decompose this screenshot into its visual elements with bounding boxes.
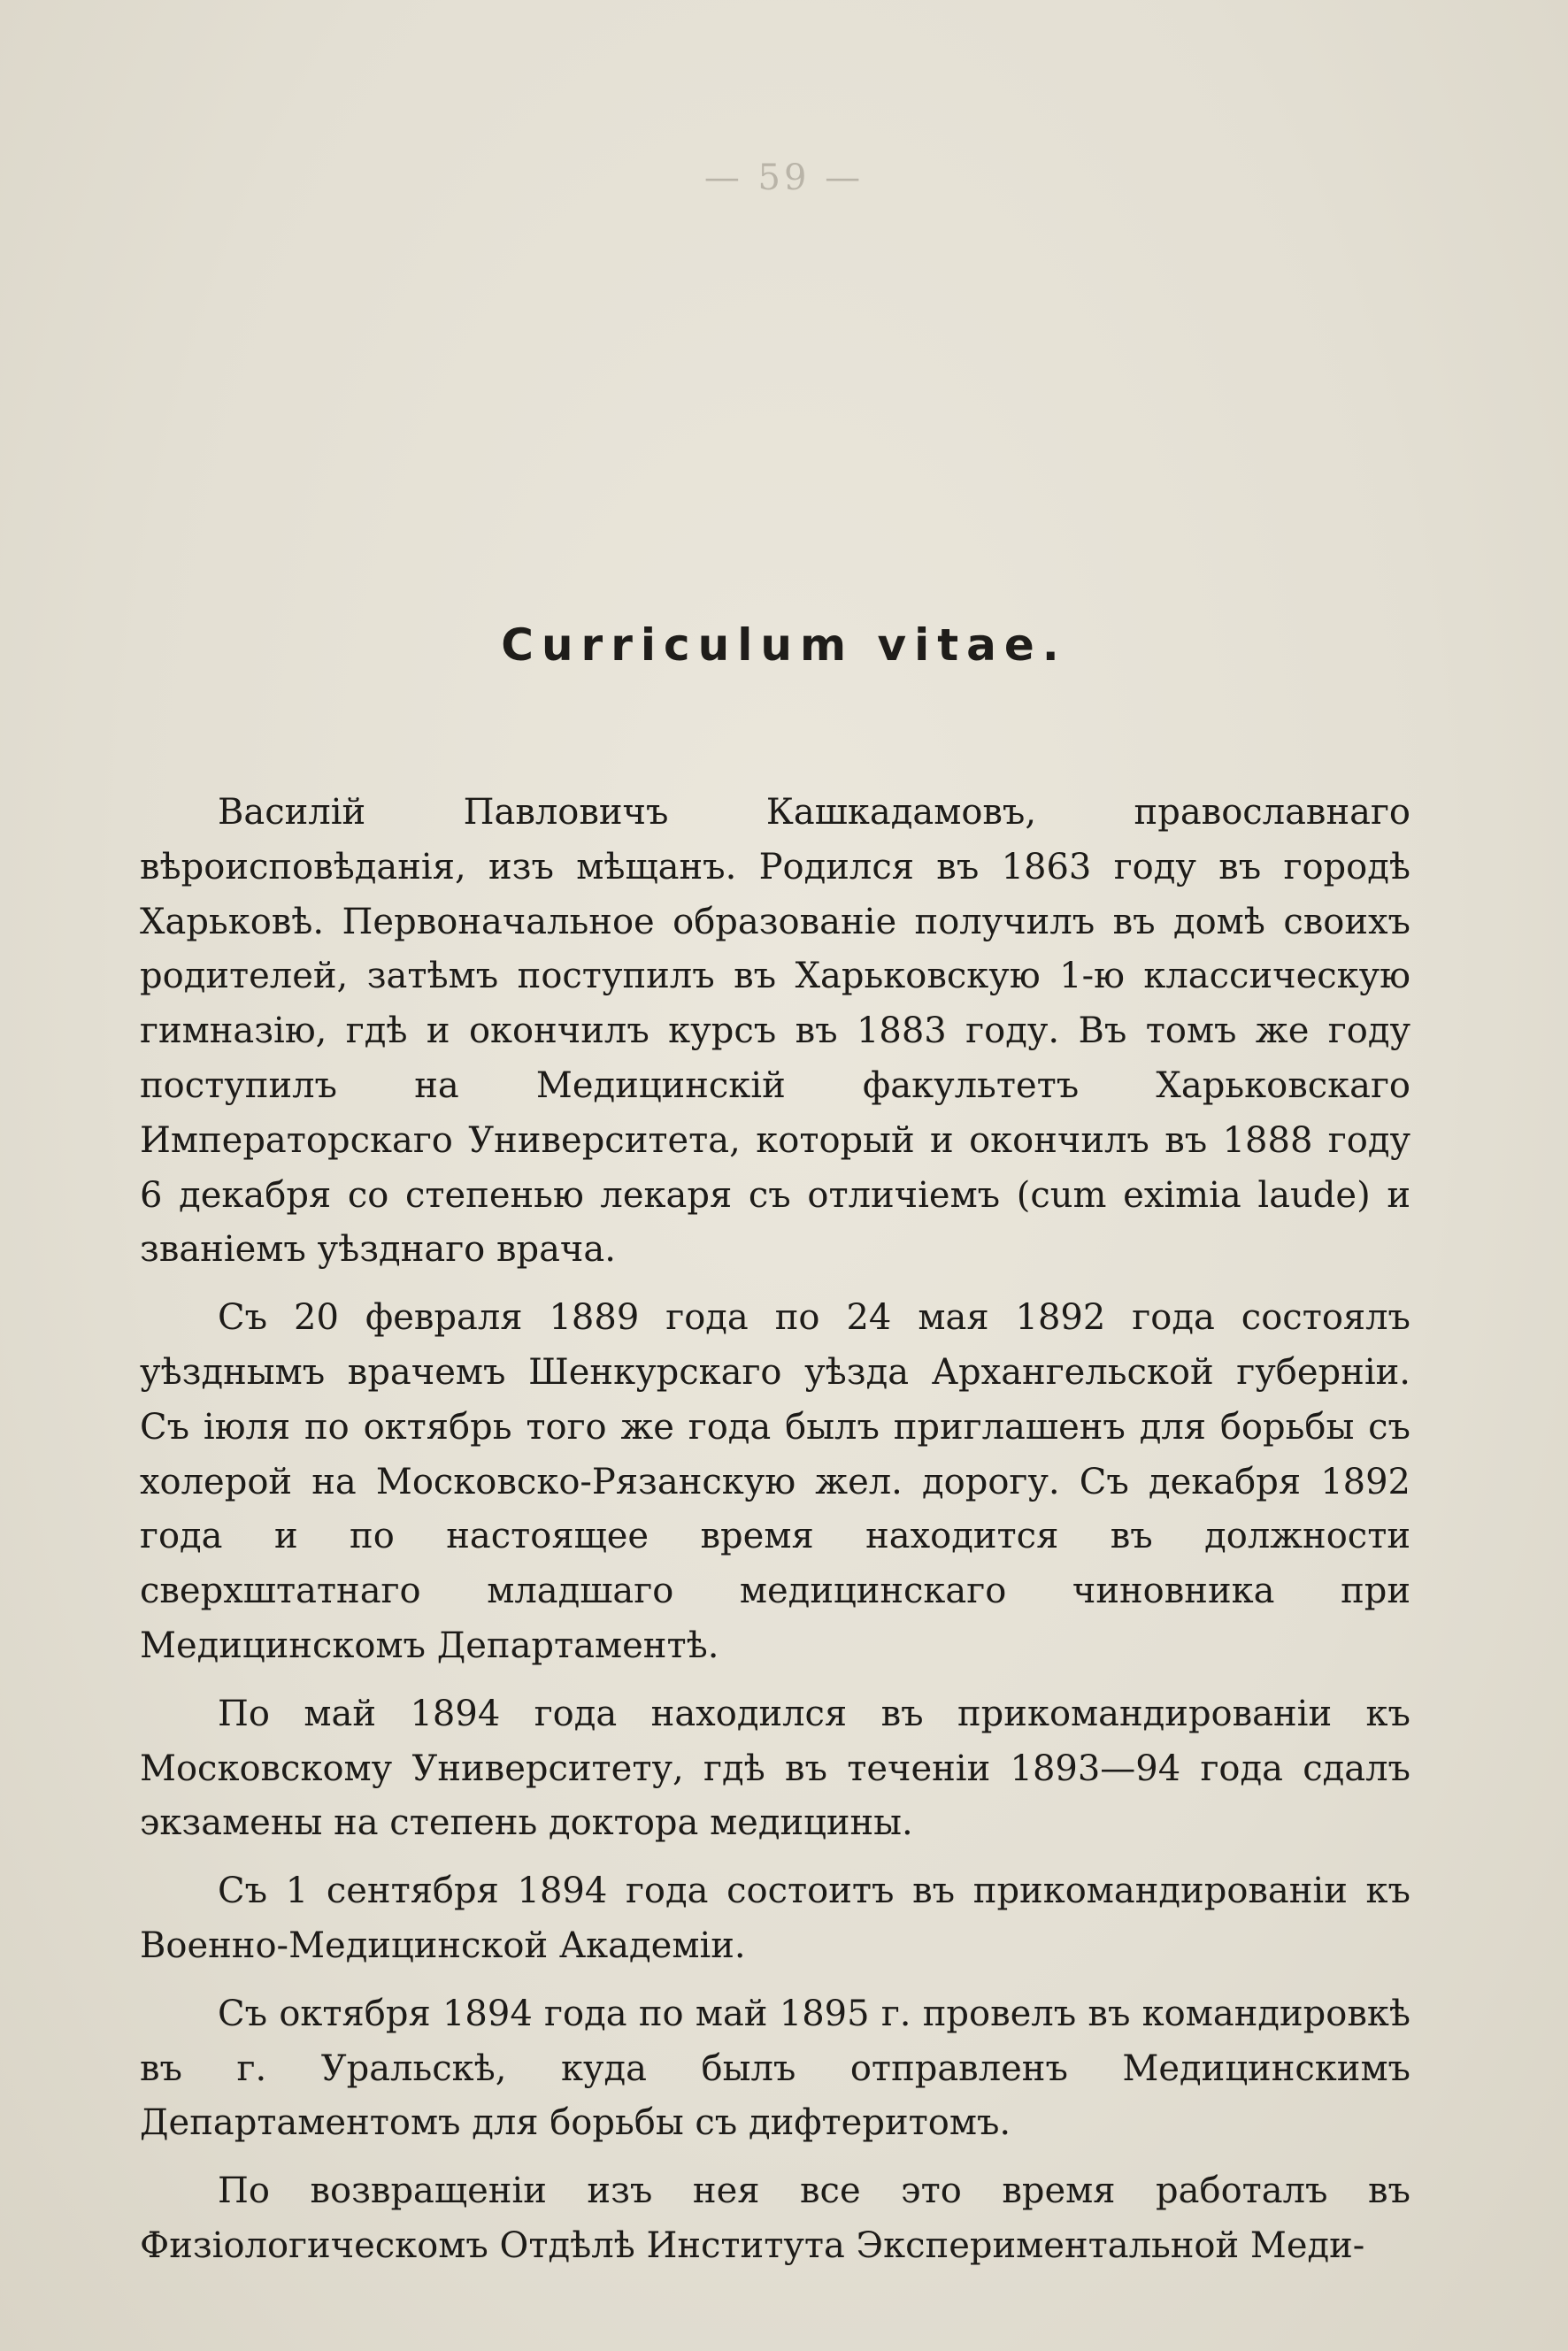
paragraph: По возвращеніи изъ нея все это время работалъ въ Физіологическомъ Отдѣлѣ Института Экспериментальной Меди-: [140, 2170, 1410, 2266]
paragraph: Василій Павловичъ Кашкадамовъ, православнаго вѣроисповѣданія, изъ мѣщанъ. Родился въ 1863 году въ городѣ Харьковѣ. Первоначальное образованіе получилъ въ домѣ своихъ родителей, затѣмъ поступилъ въ Харьковскую 1-ю классическую гимназію, гдѣ и окончилъ курсъ въ 1883 году. Въ томъ же году поступилъ на Медицинскій факультетъ Харьковскаго Императорскаго Университета, который и окончилъ въ 1888 году 6 декабря со степенью лекаря съ отличіемъ (cum eximia laude) и званіемъ уѣзднаго врача.: [140, 792, 1410, 1271]
paragraph: По май 1894 года находился въ прикомандированіи къ Московскому Университету, гдѣ въ теченіи 1893—94 года сдалъ экзамены на степень доктора медицины.: [140, 1693, 1410, 1844]
page-number: — 59 —: [703, 158, 865, 198]
paragraph: Съ 20 февраля 1889 года по 24 мая 1892 года состоялъ уѣзднымъ врачемъ Шенкурскаго уѣзда Архангельской губерніи. Съ іюля по октябрь того же года былъ приглашенъ для борьбы съ холерой на Московско-Рязанскую жел. дорогу. Съ декабря 1892 года и по настоящее время находится въ должности сверхштатнаго младшаго медицинскаго чиновника при Медицинскомъ Департаментѣ.: [140, 1297, 1410, 1666]
paragraph: Съ 1 сентября 1894 года состоитъ въ прикомандированіи къ Военно-Медицинской Академіи.: [140, 1871, 1410, 1966]
body-text: [140, 786, 1410, 2287]
paragraph: Съ октября 1894 года по май 1895 г. провелъ въ командировкѣ въ г. Уральскѣ, куда былъ отправленъ Медицинскимъ Департаментомъ для борьбы съ дифтеритомъ.: [140, 1993, 1410, 2144]
page-title: Curriculum vitae.: [501, 619, 1067, 671]
